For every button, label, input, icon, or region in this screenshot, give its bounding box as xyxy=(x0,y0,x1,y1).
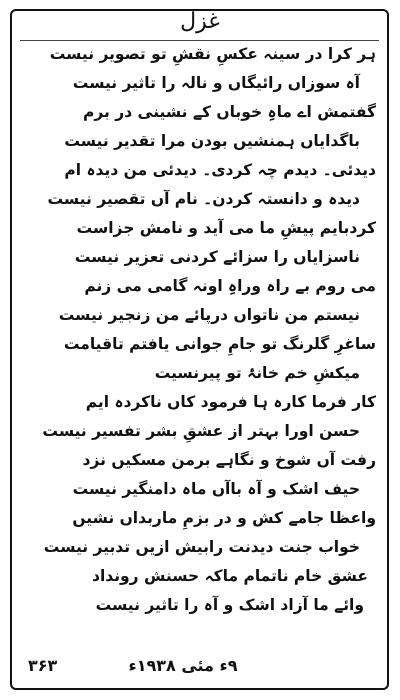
verse-line: حیف اشک و آہ باآں ماہ دامنگیر نیست xyxy=(72,480,360,498)
verse-line: دیدہ و دانستہ کردن۔ نام آں تقصیر نیست xyxy=(47,190,360,208)
verse-line: میکشِ خم خانۂ تو پیرنسیت xyxy=(154,364,360,382)
verse-line: دیدئی۔ دیدم چہ کردی۔ دیدئی من دیدہ ام xyxy=(64,161,376,179)
verse-line: کار فرما کارہ ہا فرمود کاں ناکردہ ایم xyxy=(85,393,376,411)
verse-line: رفت آں شوخ و نگاہے برمن مسکیں نزد xyxy=(82,451,376,469)
verse-line: حسن اورا بہتر از عشقِ بشر تفسیر نیست xyxy=(42,422,360,440)
verse-line: ناسزایاں را سزائے کردنی تعزیر نیست xyxy=(74,248,360,266)
poem-title: غزل xyxy=(180,9,220,34)
verse-line: واعظا جامے کش و در بزمِ ماربداں نشیں xyxy=(72,509,376,527)
verse-line: می روم بے راہ وراہِ اونہ گامی می زنم xyxy=(84,277,376,295)
verse-line: وائے ما آزاد اشک و آہ را تاثیر نیست xyxy=(95,596,364,614)
verse-line: باگدایاں ہمنشیں بودن مرا تقدیر نیست xyxy=(64,132,360,150)
verse-line: نیستم من ناتواں درپائے من زنجیر نیست xyxy=(58,306,360,324)
verse-line: ساغرِ گلرنگ تو جامِ جوانی یافتم تاقیامت xyxy=(63,335,376,353)
verse-line: آہ سوزاں رائیگاں و نالہ را تاثیر نیست xyxy=(72,74,360,92)
poem-body xyxy=(20,42,378,632)
title-divider xyxy=(20,40,379,41)
verse-line: کردبایم پیشِ ما می آید و نامش جزاست xyxy=(76,219,376,237)
verse-line: ہر کرا در سینہ عکسِ نقشِ تو تصویر نیست xyxy=(49,45,376,63)
footer-date: ۹ء مئی ۱۹۳۸ء xyxy=(128,656,238,675)
verse-line: عشق خام ناتمام ماکہ حسنش رونداد xyxy=(92,567,368,585)
verse-line: خواب جنت دیدنت رابیش ازیں تدبیر نیست xyxy=(43,538,360,556)
page-number: ۳۶۳ xyxy=(28,656,58,675)
verse-line: گفتمش اے ماہِ خوباں کے نشینی در برم xyxy=(83,103,376,121)
